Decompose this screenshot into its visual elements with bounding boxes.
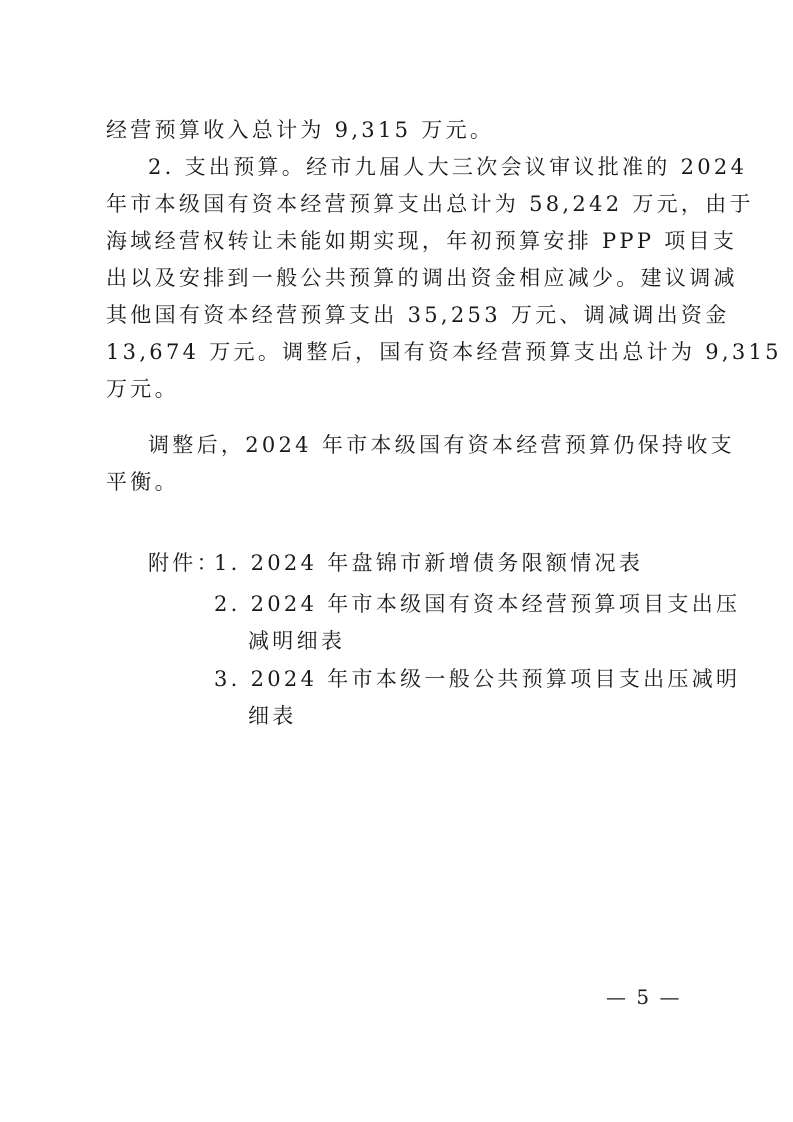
attachments-label: 附件：: [148, 551, 221, 575]
attachment-2-continued: 减明细表: [248, 629, 346, 653]
attachment-2: 2. 2024 年市本级国有资本经营预算项目支出压: [214, 592, 741, 616]
body-line-8: 万元。: [106, 377, 179, 401]
attachment-1: 1. 2024 年盘锦市新增债务限额情况表: [214, 551, 644, 575]
body-line-3: 年市本级国有资本经营预算支出总计为 58,242 万元，由于: [106, 192, 754, 216]
body-line-9: 调整后，2024 年市本级国有资本经营预算仍保持收支: [148, 433, 735, 457]
page-number: — 5 —: [606, 985, 682, 1009]
body-line-4: 海域经营权转让未能如期实现，年初预算安排 PPP 项目支: [106, 229, 738, 253]
body-line-6: 其他国有资本经营预算支出 35,253 万元、调减调出资金: [106, 303, 730, 327]
body-line-7: 13,674 万元。调整后，国有资本经营预算支出总计为 9,315: [106, 340, 782, 364]
body-line-1: 经营预算收入总计为 9,315 万元。: [106, 118, 495, 142]
attachment-3-continued: 细表: [248, 704, 297, 728]
body-line-10: 平衡。: [106, 470, 179, 494]
body-line-5: 出以及安排到一般公共预算的调出资金相应减少。建议调减: [106, 266, 738, 290]
body-line-2: 2. 支出预算。经市九届人大三次会议审议批准的 2024: [148, 155, 748, 179]
attachment-3: 3. 2024 年市本级一般公共预算项目支出压减明: [214, 667, 741, 691]
